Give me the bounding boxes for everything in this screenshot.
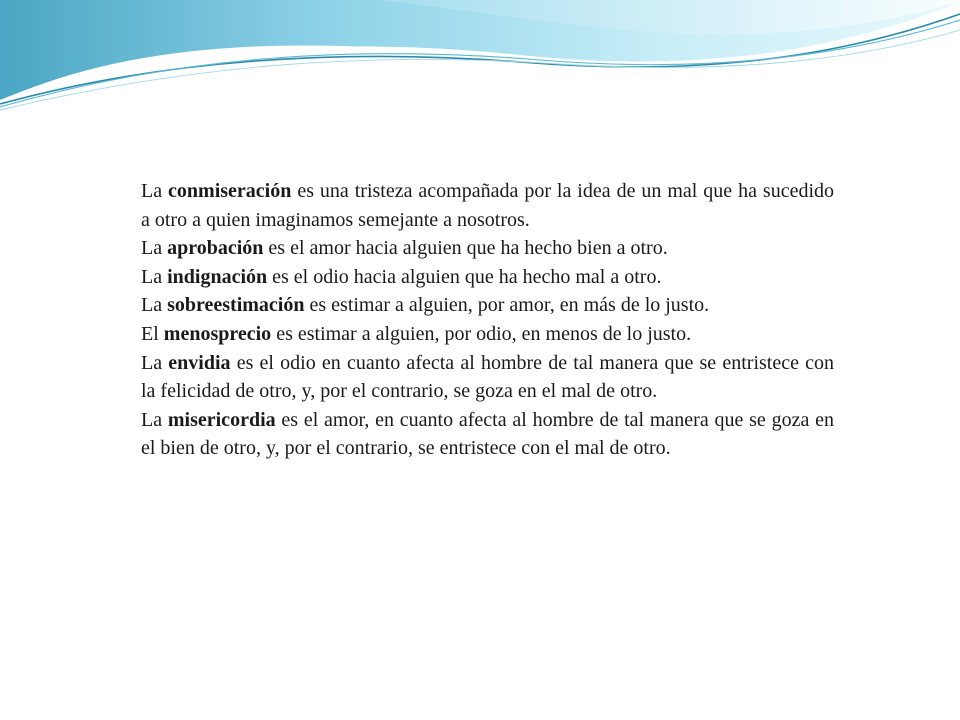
paragraph-article: La xyxy=(141,351,163,374)
paragraph-aprobacion xyxy=(141,234,834,263)
paragraph-menosprecio xyxy=(141,320,834,349)
term-aprobacion: aprobación xyxy=(167,237,264,260)
term-menosprecio: menosprecio xyxy=(163,322,272,345)
term-misericordia: misericordia xyxy=(167,408,276,431)
paragraph-definition: es estimar a alguien, por odio, en menos de lo justo. xyxy=(276,322,692,345)
paragraph-article: La xyxy=(141,180,163,202)
term-indignacion: indignación xyxy=(167,265,268,288)
paragraph-article: La xyxy=(141,237,163,260)
term-envidia: envidia xyxy=(168,351,231,374)
paragraph-conmiseracion xyxy=(141,177,834,234)
paragraph-definition: es el odio hacia alguien que ha hecho mal a otro. xyxy=(272,265,662,288)
paragraph-envidia xyxy=(141,349,834,406)
paragraph-sobreestimacion xyxy=(141,291,834,320)
paragraph-article: La xyxy=(141,294,163,317)
paragraph-definition: es una tristeza acompañada por la idea de un mal que ha sucedido a otro a quien imaginamos semejante a nosotros. xyxy=(141,180,835,231)
term-sobreestimacion: sobreestimación xyxy=(167,294,305,317)
paragraph-misericordia xyxy=(141,406,834,463)
body-text xyxy=(141,177,834,463)
paragraph-definition: es el amor, en cuanto afecta al hombre de tal manera que se goza en el bien de otro, y, por el contrario, se entristece con el mal de otro. xyxy=(141,408,834,460)
paragraph-indignacion xyxy=(141,263,834,292)
paragraph-definition: es el amor hacia alguien que ha hecho bien a otro. xyxy=(268,237,668,260)
paragraph-article: El xyxy=(141,322,159,345)
paragraph-article: La xyxy=(141,408,163,431)
term-conmiseracion: conmiseración xyxy=(168,180,292,202)
wave-header-decoration xyxy=(0,0,960,120)
paragraph-definition: es el odio en cuanto afecta al hombre de tal manera que se entristece con la felicidad de otro, y, por el contrario, se goza en el mal de otro. xyxy=(141,351,835,403)
paragraph-definition: es estimar a alguien, por amor, en más de lo justo. xyxy=(309,294,710,317)
paragraph-article: La xyxy=(141,265,163,288)
